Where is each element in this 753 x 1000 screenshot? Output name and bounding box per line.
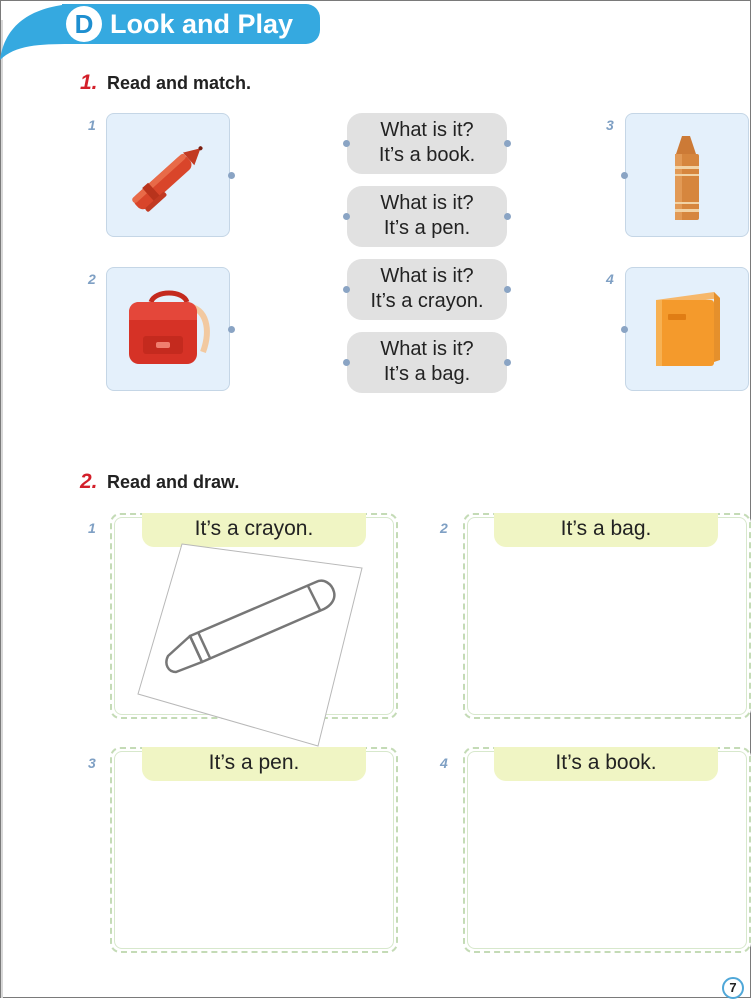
phrase-question: What is it? [380, 192, 474, 214]
draw-label-4: It’s a book. [494, 747, 718, 781]
exercise-2-title: Read and draw. [107, 472, 240, 492]
draw-number-3: 3 [88, 755, 96, 771]
match-dot-picture-1[interactable] [228, 172, 235, 179]
picture-number-4: 4 [606, 271, 614, 287]
bag-icon [107, 268, 231, 392]
draw-label-3: It’s a pen. [142, 747, 366, 781]
picture-number-3: 3 [606, 117, 614, 133]
draw-label-2: It’s a bag. [494, 513, 718, 547]
page-number: 7 [722, 977, 744, 999]
picture-crayon[interactable] [625, 113, 749, 237]
match-dot-bubble-1-right[interactable] [504, 140, 511, 147]
phrase-answer: It’s a book. [378, 144, 476, 166]
crayon-sketch-icon [130, 540, 370, 750]
draw-number-4: 4 [440, 755, 448, 771]
draw-number-1: 1 [88, 520, 96, 536]
phrase-question: What is it? [380, 338, 474, 360]
match-dot-bubble-2-left[interactable] [343, 213, 350, 220]
phrase-question: What is it? [380, 119, 474, 141]
exercise-1-number: 1. [80, 71, 98, 94]
phrase-answer: It’s a crayon. [370, 290, 484, 312]
page-edge-shadow [1, 20, 3, 998]
phrase-bubble-2[interactable] [347, 186, 507, 247]
phrase-bubble-1[interactable] [347, 113, 507, 174]
picture-pen[interactable] [106, 113, 230, 237]
match-dot-bubble-1-left[interactable] [343, 140, 350, 147]
book-icon [626, 268, 750, 392]
crayon-icon [626, 114, 750, 238]
phrase-bubble-3[interactable] [347, 259, 507, 320]
match-dot-bubble-4-left[interactable] [343, 359, 350, 366]
section-title: Look and Play [110, 9, 294, 39]
phrase-bubble-4[interactable] [347, 332, 507, 393]
picture-number-1: 1 [88, 117, 96, 133]
exercise-1-title: Read and match. [107, 73, 252, 93]
match-dot-bubble-3-right[interactable] [504, 286, 511, 293]
match-dot-picture-3[interactable] [621, 172, 628, 179]
phrase-answer: It’s a pen. [383, 217, 471, 239]
pen-icon [107, 114, 231, 238]
match-dot-picture-2[interactable] [228, 326, 235, 333]
draw-number-2: 2 [440, 520, 448, 536]
phrase-answer: It’s a bag. [383, 363, 471, 385]
phrase-question: What is it? [380, 265, 474, 287]
exercise-2-number: 2. [80, 470, 98, 493]
draw-label-1: It’s a crayon. [142, 513, 366, 547]
picture-bag[interactable] [106, 267, 230, 391]
picture-book[interactable] [625, 267, 749, 391]
picture-number-2: 2 [88, 271, 96, 287]
section-letter: D [66, 6, 102, 42]
match-dot-picture-4[interactable] [621, 326, 628, 333]
match-dot-bubble-2-right[interactable] [504, 213, 511, 220]
match-dot-bubble-4-right[interactable] [504, 359, 511, 366]
match-dot-bubble-3-left[interactable] [343, 286, 350, 293]
